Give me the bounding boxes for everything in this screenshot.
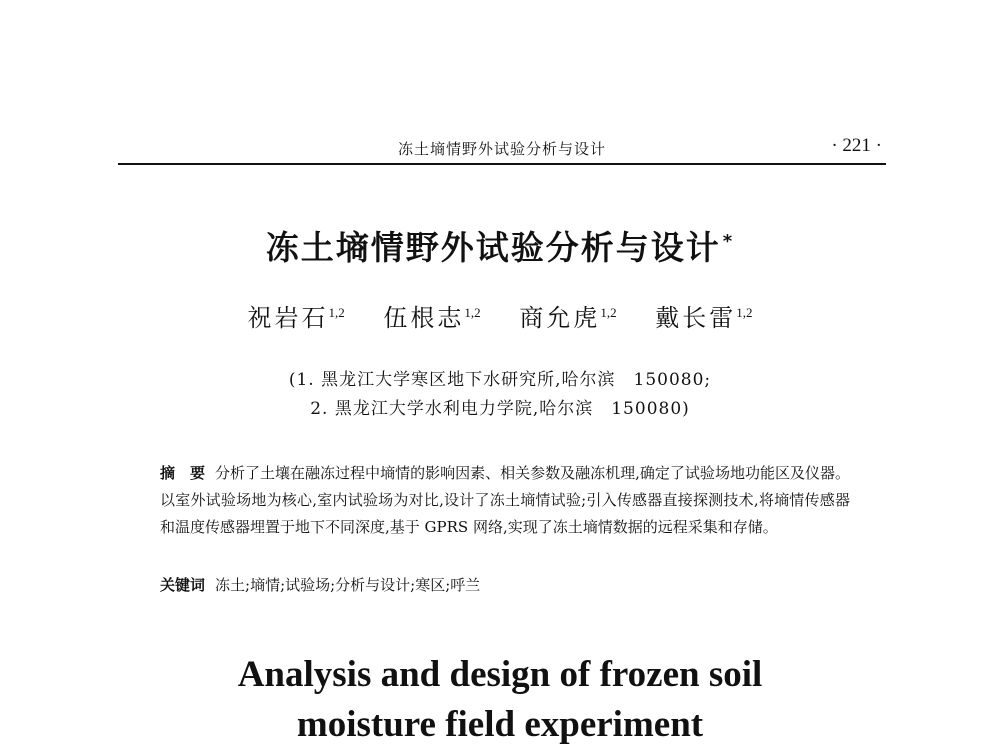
author [519,298,616,333]
page-number: · 221 · [831,135,882,156]
author [655,298,752,333]
affiliation-line: 2. 黑龙江大学水利电力学院,哈尔滨 150080) [310,399,690,419]
abstract-label: 摘 要 [160,464,206,482]
author-name: 祝岩石 [247,304,329,332]
keywords-label: 关键词 [160,576,206,594]
keywords [160,572,850,599]
header-rule [118,163,886,165]
author-affiliation-mark: 1,2 [464,305,481,320]
author [248,298,345,333]
english-title-line: moisture field experiment [296,704,704,744]
author-name: 商允虎 [519,304,601,332]
keywords-text: 冻土;墒情;试验场;分析与设计;寒区;呼兰 [215,576,481,594]
running-head [118,132,886,162]
english-title-line: Analysis and design of frozen soil [237,654,763,695]
abstract-text: 分析了土壤在融冻过程中墒情的影响因素、相关参数及融冻机理,确定了试验场地功能区及仪器。以室外试验场地为核心,室内试验场为对比,设计了冻土墒情试验;引入传感器直接探测技术,将墒情传感器和温度传感器埋置于地下不同深度,基于 GPRS 网络,实现了冻土墒情数据的远程采集和存储。 [160,464,850,536]
author-affiliation-mark: 1,2 [736,305,753,320]
affiliation-line: (1. 黑龙江大学寒区地下水研究所,哈尔滨 150080; [288,370,712,390]
author-name: 戴长雷 [655,304,737,332]
abstract [160,460,850,541]
running-head-title: 冻土墒情野外试验分析与设计 [397,140,606,158]
title-footnote-mark: * [722,231,735,252]
abstract-paragraph [160,460,850,541]
author-affiliation-mark: 1,2 [600,305,617,320]
author-name: 伍根志 [383,304,465,332]
english-title [0,650,1000,744]
paper-title-text: 冻土墒情野外试验分析与设计 [265,228,721,267]
author [383,298,480,333]
paper-title [0,222,1000,269]
author-list [0,298,1000,333]
affiliations [0,366,1000,424]
author-affiliation-mark: 1,2 [328,305,345,320]
